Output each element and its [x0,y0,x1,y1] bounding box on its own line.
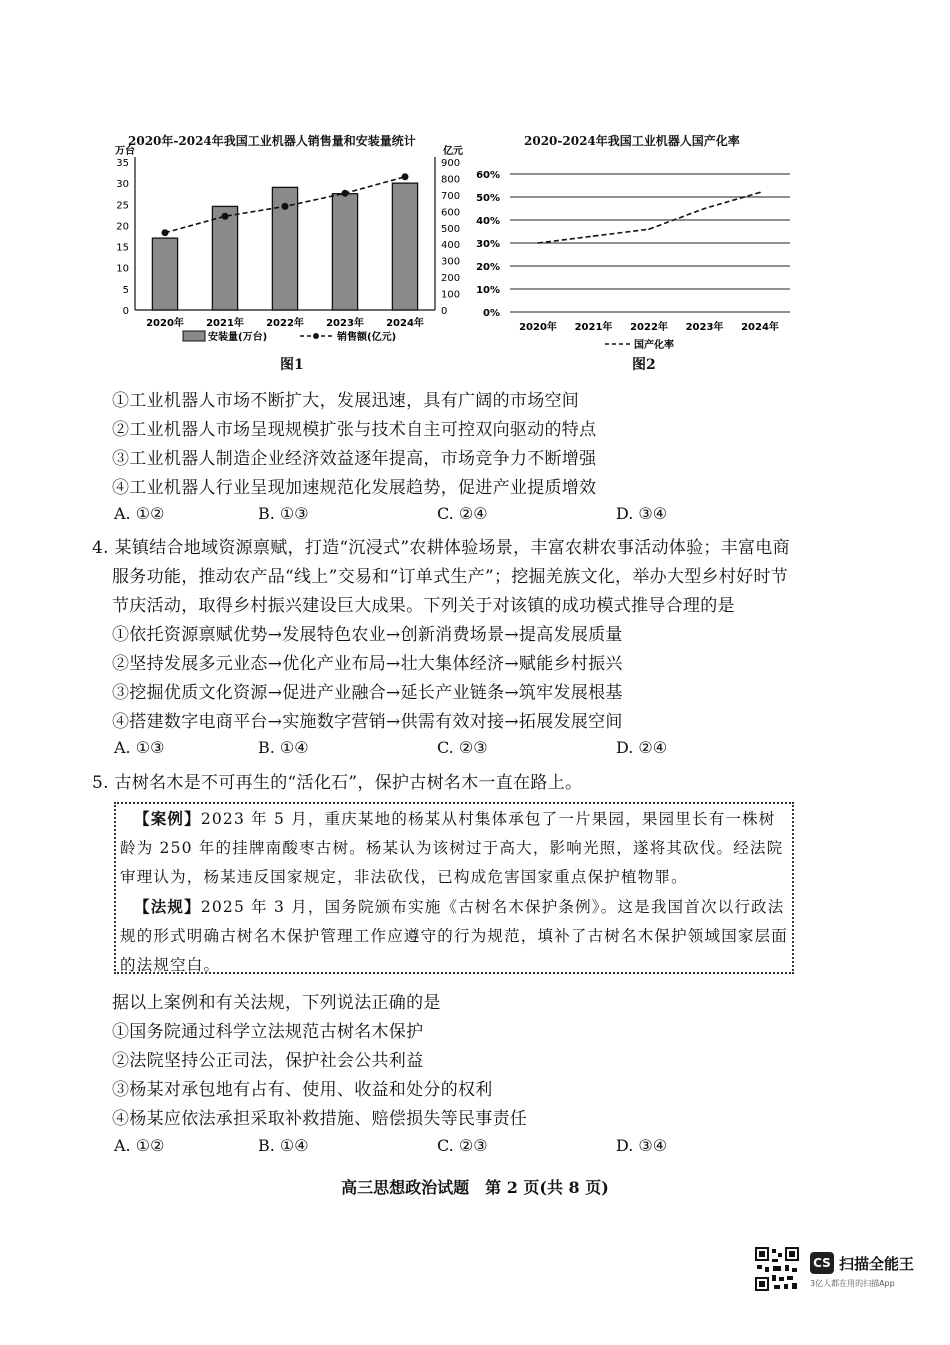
right-tick-label: 400 [441,240,461,252]
x-tick-label: 2021年 [574,322,613,333]
q4-option-4: ④搭建数字电商平台→实施数字营销→供需有效对接→拓展发展空间 [112,712,623,732]
right-tick-label: 100 [441,289,461,301]
q4-option-2: ②坚持发展多元业态→优化产业布局→壮大集体经济→赋能乡村振兴 [112,654,623,674]
legend-line-marker [313,333,319,339]
q3-choice-c: C. ②④ [437,504,488,523]
localization-rate-point [593,235,595,237]
scanner-app-name: 扫描全能王 [839,1255,915,1273]
fig1-caption: 图1 [280,357,304,373]
q5-choice-d: D. ③④ [616,1136,668,1155]
y-tick-label: 40% [476,216,500,227]
x-tick-label: 2023年 [326,318,364,329]
q4-choice-d: D. ②④ [616,738,668,757]
q3-choice-d: D. ③④ [616,504,668,523]
right-tick-label: 900 [441,158,461,169]
q5-question: 据以上案例和有关法规，下列说法正确的是 [112,993,441,1013]
localization-rate-line [538,192,760,243]
left-tick-label: 5 [122,284,129,296]
q4-choice-c: C. ②③ [437,738,488,757]
q4-stem-line-3: 节庆活动，取得乡村振兴建设巨大成果。下列关于对该镇的成功模式推导合理的是 [112,596,735,616]
left-axis-unit: 万台 [115,146,135,157]
q4-option-1: ①依托资源禀赋优势→发展特色农业→创新消费场景→提高发展质量 [112,625,623,645]
q5-choice-a: A. ①② [114,1136,165,1155]
q5-option-4: ④杨某应依法承担采取补救措施、赔偿损失等民事责任 [112,1109,528,1129]
law-paragraph [120,892,788,980]
q5-stem: 5. 古树名木是不可再生的“活化石”，保护古树名木一直在路上。 [92,773,583,793]
sales-point [282,203,289,210]
install-bar [212,206,237,310]
left-tick-label: 30 [116,179,129,191]
localization-rate-point [759,192,761,194]
page-footer: 高三思想政治试题 第 2 页(共 8 页) [341,1178,609,1197]
fig2-title: 2020-2024年我国工业机器人国产化率 [524,134,740,148]
right-tick-label: 0 [441,306,448,317]
case-label: 【案例】 [134,809,201,828]
q5-option-3: ③杨某对承包地有占有、使用、收益和处分的权利 [112,1080,493,1100]
install-bar [152,238,177,310]
fig2-caption: 图2 [632,357,656,373]
qr-code-icon [755,1247,799,1291]
x-tick-label: 2024年 [386,318,424,329]
legend-bar-label: 安装量(万台) [208,332,268,343]
y-tick-label: 60% [476,170,500,181]
right-tick-label: 300 [441,256,461,268]
y-tick-label: 20% [476,262,500,273]
right-axis-unit: 亿元 [443,146,463,157]
q3-choice-b: B. ①③ [258,504,309,523]
q5-option-1: ①国务院通过科学立法规范古树名木保护 [112,1022,424,1042]
x-tick-label: 2021年 [206,318,244,329]
right-tick-label: 200 [441,273,461,285]
case-text: 2023 年 5 月，重庆某地的杨某从村集体承包了一片果园，果园里长有一株树龄为 250 年的挂牌南酸枣古树。杨某认为该树过于高大，影响光照，遂将其砍伐。经法院审理认为，杨某违反国家规定，非法砍伐，已构成危害国家重点保护植物罪。 [120,810,784,886]
legend-bar-swatch [183,331,205,341]
x-tick-label: 2020年 [146,318,184,329]
case-paragraph [120,804,788,892]
install-bar [392,183,417,310]
q4-choice-b: B. ①④ [258,738,309,757]
right-tick-label: 500 [441,223,461,235]
localization-rate-point [704,208,706,210]
q3-option-2: ②工业机器人市场呈现规模扩张与技术自主可控双向驱动的特点 [112,420,597,440]
left-tick-label: 35 [116,158,129,169]
sales-point [402,173,409,180]
x-tick-label: 2020年 [519,322,557,333]
sales-point [222,213,229,220]
y-tick-label: 50% [476,193,500,204]
q3-option-3: ③工业机器人制造企业经济效益逐年提高，市场竞争力不断增强 [112,449,597,469]
scanner-tagline: 3亿人都在用的扫描App [810,1279,895,1288]
fig2-chart [460,150,800,355]
left-tick-label: 15 [116,242,129,254]
q5-choice-b: B. ①④ [258,1136,309,1155]
localization-rate-point [537,242,539,244]
q4-stem-line-2: 服务功能，推动农产品“线上”交易和“订单式生产”；挖掘羌族文化，举办大型乡村好时节 [112,567,789,587]
q3-option-1: ①工业机器人市场不断扩大，发展迅速，具有广阔的市场空间 [112,391,580,411]
fig1-title: 2020年-2024年我国工业机器人销售量和安装量统计 [128,134,416,148]
q4-choice-a: A. ①③ [114,738,165,757]
left-tick-label: 10 [116,263,129,275]
legend-line-label: 国产化率 [634,340,674,351]
law-label: 【法规】 [134,897,201,916]
left-tick-label: 25 [116,200,129,212]
y-tick-label: 0% [483,308,500,319]
y-tick-label: 10% [476,285,500,296]
q3-choice-a: A. ①② [114,504,165,523]
install-bar [332,194,357,310]
q3-option-4: ④工业机器人行业呈现加速规范化发展趋势，促进产业提质增效 [112,478,597,498]
camscanner-logo-icon: CS [810,1252,834,1274]
q5-choice-c: C. ②③ [437,1136,488,1155]
sales-point [162,229,169,236]
x-tick-label: 2024年 [741,322,779,333]
case-material-box [114,802,794,974]
q5-option-2: ②法院坚持公正司法，保护社会公共利益 [112,1051,424,1071]
q4-option-3: ③挖掘优质文化资源→促进产业融合→延长产业链条→筑牢发展根基 [112,683,623,703]
x-tick-label: 2023年 [685,322,724,333]
left-tick-label: 0 [122,306,129,317]
law-text: 2025 年 3 月，国务院颁布实施《古树名木保护条例》。这是我国首次以行政法规的形式明确古树名木保护管理工作应遵守的行为规范，填补了古树名木保护领域国家层面的法规空白。 [120,898,789,974]
q4-stem-line-1: 4. 某镇结合地域资源禀赋，打造“沉浸式”农耕体验场景，丰富农耕农事活动体验；丰富电商 [92,538,790,558]
localization-rate-point [648,228,650,230]
x-tick-label: 2022年 [630,322,668,333]
sales-point [342,190,349,197]
x-tick-label: 2022年 [266,318,304,329]
right-tick-label: 800 [441,174,461,186]
fig1-chart [105,142,480,347]
right-tick-label: 700 [441,190,461,202]
legend-line-label: 销售额(亿元) [337,332,397,343]
right-tick-label: 600 [441,207,461,219]
left-tick-label: 20 [116,221,129,233]
y-tick-label: 30% [476,239,500,250]
